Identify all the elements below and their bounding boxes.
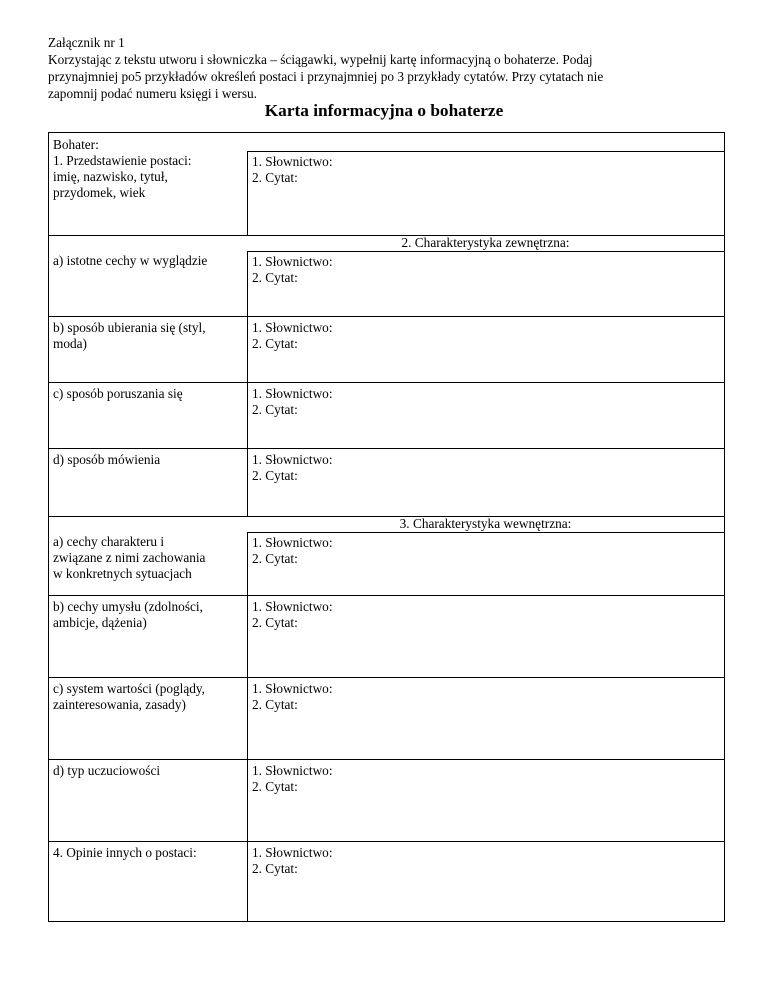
table-row: [49, 759, 724, 841]
answer-cell[interactable]: 1. Słownictwo: 2. Cytat:: [247, 759, 724, 841]
section1-label: przydomek, wiek: [53, 185, 146, 200]
section3-heading: 3. Charakterystyka wewnętrzna:: [399, 516, 572, 531]
answer-cell[interactable]: 1. Słownictwo: 2. Cytat:: [247, 316, 724, 382]
section1-label: imię, nazwisko, tytuł,: [53, 169, 168, 184]
row-label: a) istotne cechy w wyglądzie: [53, 253, 208, 268]
row-label: a) cechy charakteru i związane z nimi zachowania w konkretnych sytuacjach: [53, 534, 206, 581]
attachment-label: Załącznik nr 1: [48, 35, 125, 50]
row-label: [49, 843, 247, 863]
table-row: [49, 841, 724, 921]
row-label: c) system wartości (poglądy, zainteresowania, zasady): [53, 681, 206, 712]
instruction-line: przynajmniej po5 przykładów określeń postaci i przynajmniej po 3 przykłady cytatów. Przy cytatach nie: [48, 69, 604, 84]
hero-label-cell: [49, 135, 247, 203]
page-title: Karta informacyjna o bohaterze: [264, 101, 504, 120]
table-row: [49, 382, 724, 448]
section1-label: 1. Przedstawienie postaci:: [53, 153, 192, 168]
table-row: [49, 316, 724, 382]
row-label: b) cechy umysłu (zdolności, ambicje, dążenia): [53, 599, 203, 630]
row-label: b) sposób ubierania się (styl, moda): [53, 320, 206, 351]
row-label: d) typ uczuciowości: [53, 763, 161, 778]
vocab-label: 1. Słownictwo:: [252, 154, 333, 169]
answer-cell[interactable]: 1. Słownictwo: 2. Cytat:: [247, 251, 724, 316]
quote-label: 2. Cytat:: [252, 170, 298, 185]
answer-cell[interactable]: 1. Słownictwo: 2. Cytat:: [247, 532, 724, 595]
section4-label: 4. Opinie innych o postaci:: [53, 845, 197, 860]
instructions: [48, 34, 728, 102]
row-label: c) sposób poruszania się: [53, 386, 183, 401]
table-row: [49, 251, 724, 316]
hero-card-table: [48, 132, 725, 922]
instruction-line: zapomnij podać numeru księgi i wersu.: [48, 86, 258, 101]
table-row: [49, 532, 724, 595]
answer-cell[interactable]: 1. Słownictwo: 2. Cytat:: [247, 382, 724, 448]
answer-cell[interactable]: 1. Słownictwo: 2. Cytat:: [247, 841, 724, 921]
section1-answer-cell[interactable]: [247, 151, 724, 235]
answer-cell[interactable]: 1. Słownictwo: 2. Cytat:: [247, 677, 724, 759]
table-row: [49, 448, 724, 516]
table-row: [49, 677, 724, 759]
table-row: [49, 595, 724, 677]
instruction-line: Korzystając z tekstu utworu i słowniczka – ściągawki, wypełnij kartę informacyjną o bohaterze. Podaj: [48, 52, 593, 67]
answer-cell[interactable]: 1. Słownictwo: 2. Cytat:: [247, 595, 724, 677]
section2-heading: 2. Charakterystyka zewnętrzna:: [401, 235, 570, 250]
hero-label: Bohater:: [53, 137, 99, 152]
answer-cell[interactable]: 1. Słownictwo: 2. Cytat:: [247, 448, 724, 516]
row-label: d) sposób mówienia: [53, 452, 161, 467]
